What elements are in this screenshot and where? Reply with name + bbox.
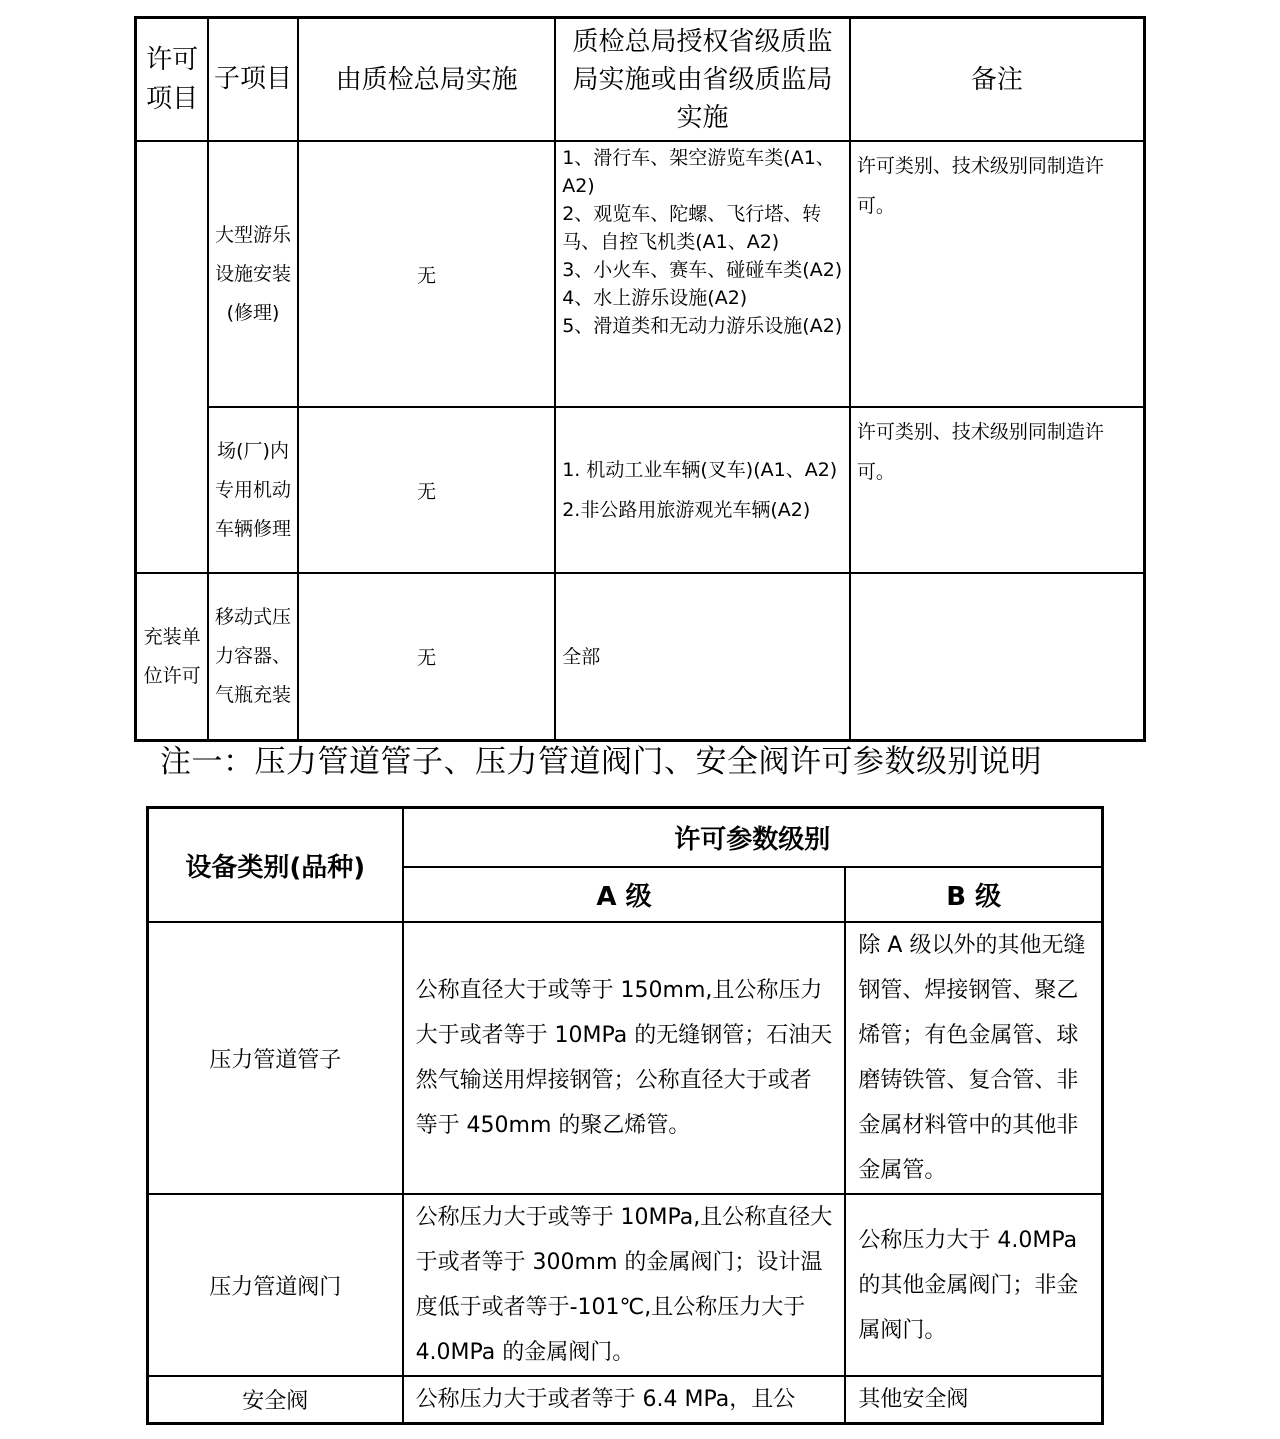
permit-parameter-level-table bbox=[146, 806, 1104, 1425]
table-row bbox=[148, 1194, 1103, 1376]
category-cell: 压力管道阀门 bbox=[148, 1194, 403, 1376]
list-item: 4、水上游乐设施(A2) bbox=[562, 287, 748, 309]
by-province-cell bbox=[555, 141, 850, 407]
list-item: 5、滑道类和无动力游乐设施(A2) bbox=[562, 315, 843, 337]
by-aqsiq-cell: 无 bbox=[298, 573, 555, 741]
header-sub-item: 子项目 bbox=[208, 18, 298, 142]
list-item: 1. 机动工业车辆(叉车)(A1、A2) bbox=[562, 459, 838, 481]
note-heading: 注一：压力管道管子、压力管道阀门、安全阀许可参数级别说明 bbox=[160, 744, 1042, 780]
header-by-province: 质检总局授权省级质监局实施或由省级质监局实施 bbox=[555, 18, 850, 142]
b-level-cell: 其他安全阀 bbox=[845, 1376, 1102, 1424]
b-level-cell: 除 A 级以外的其他无缝钢管、焊接钢管、聚乙烯管；有色金属管、球磨铸铁管、复合管、非金属材料管中的其他非金属管。 bbox=[845, 922, 1102, 1194]
table-row bbox=[136, 573, 1145, 741]
sub-item-cell: 大型游乐设施安装(修理) bbox=[208, 141, 298, 407]
by-aqsiq-cell: 无 bbox=[298, 407, 555, 573]
remark-cell bbox=[850, 573, 1145, 741]
remark-cell: 许可类别、技术级别同制造许可。 bbox=[850, 407, 1145, 573]
list-item: 2、观览车、陀螺、飞行塔、转马、自控飞机类(A1、A2) bbox=[562, 203, 822, 253]
by-aqsiq-cell: 无 bbox=[298, 141, 555, 407]
permit-scope-table bbox=[134, 16, 1146, 742]
table-row bbox=[136, 407, 1145, 573]
table-row bbox=[148, 1376, 1103, 1424]
sub-item-cell: 场(厂)内专用机动车辆修理 bbox=[208, 407, 298, 573]
header-b-level: B 级 bbox=[845, 867, 1102, 922]
list-item: 全部 bbox=[562, 645, 601, 668]
header-remark: 备注 bbox=[850, 18, 1145, 142]
permit-item-cell: 充装单位许可 bbox=[136, 573, 209, 741]
permit-item-cell bbox=[136, 141, 209, 573]
by-province-cell bbox=[555, 573, 850, 741]
category-cell: 安全阀 bbox=[148, 1376, 403, 1424]
category-cell: 压力管道管子 bbox=[148, 922, 403, 1194]
header-category: 设备类别(品种) bbox=[148, 808, 403, 923]
remark-cell: 许可类别、技术级别同制造许可。 bbox=[850, 141, 1145, 407]
list-item: 2.非公路用旅游观光车辆(A2) bbox=[562, 499, 811, 521]
b-level-cell: 公称压力大于 4.0MPa 的其他金属阀门；非金属阀门。 bbox=[845, 1194, 1102, 1376]
table-header-row bbox=[148, 808, 1103, 868]
list-item: 3、小火车、赛车、碰碰车类(A2) bbox=[562, 259, 843, 281]
a-level-cell: 公称压力大于或等于 10MPa,且公称直径大于或者等于 300mm 的金属阀门；设计温度低于或者等于-101℃,且公称压力大于 4.0MPa 的金属阀门。 bbox=[403, 1194, 846, 1376]
by-province-cell bbox=[555, 407, 850, 573]
a-level-cell: 公称压力大于或者等于 6.4 MPa，且公 bbox=[403, 1376, 846, 1424]
header-a-level: A 级 bbox=[403, 867, 846, 922]
sub-item-cell: 移动式压力容器、气瓶充装 bbox=[208, 573, 298, 741]
table-row bbox=[148, 922, 1103, 1194]
header-permit-item: 许可项目 bbox=[136, 18, 209, 142]
table-row bbox=[136, 141, 1145, 407]
table-header-row bbox=[136, 18, 1145, 142]
list-item: 1、滑行车、架空游览车类(A1、A2) bbox=[562, 147, 835, 197]
a-level-cell: 公称直径大于或等于 150mm,且公称压力大于或者等于 10MPa 的无缝钢管；石油天然气输送用焊接钢管；公称直径大于或者等于 450mm 的聚乙烯管。 bbox=[403, 922, 846, 1194]
header-permit-level-group: 许可参数级别 bbox=[403, 808, 1103, 868]
header-by-aqsiq: 由质检总局实施 bbox=[298, 18, 555, 142]
